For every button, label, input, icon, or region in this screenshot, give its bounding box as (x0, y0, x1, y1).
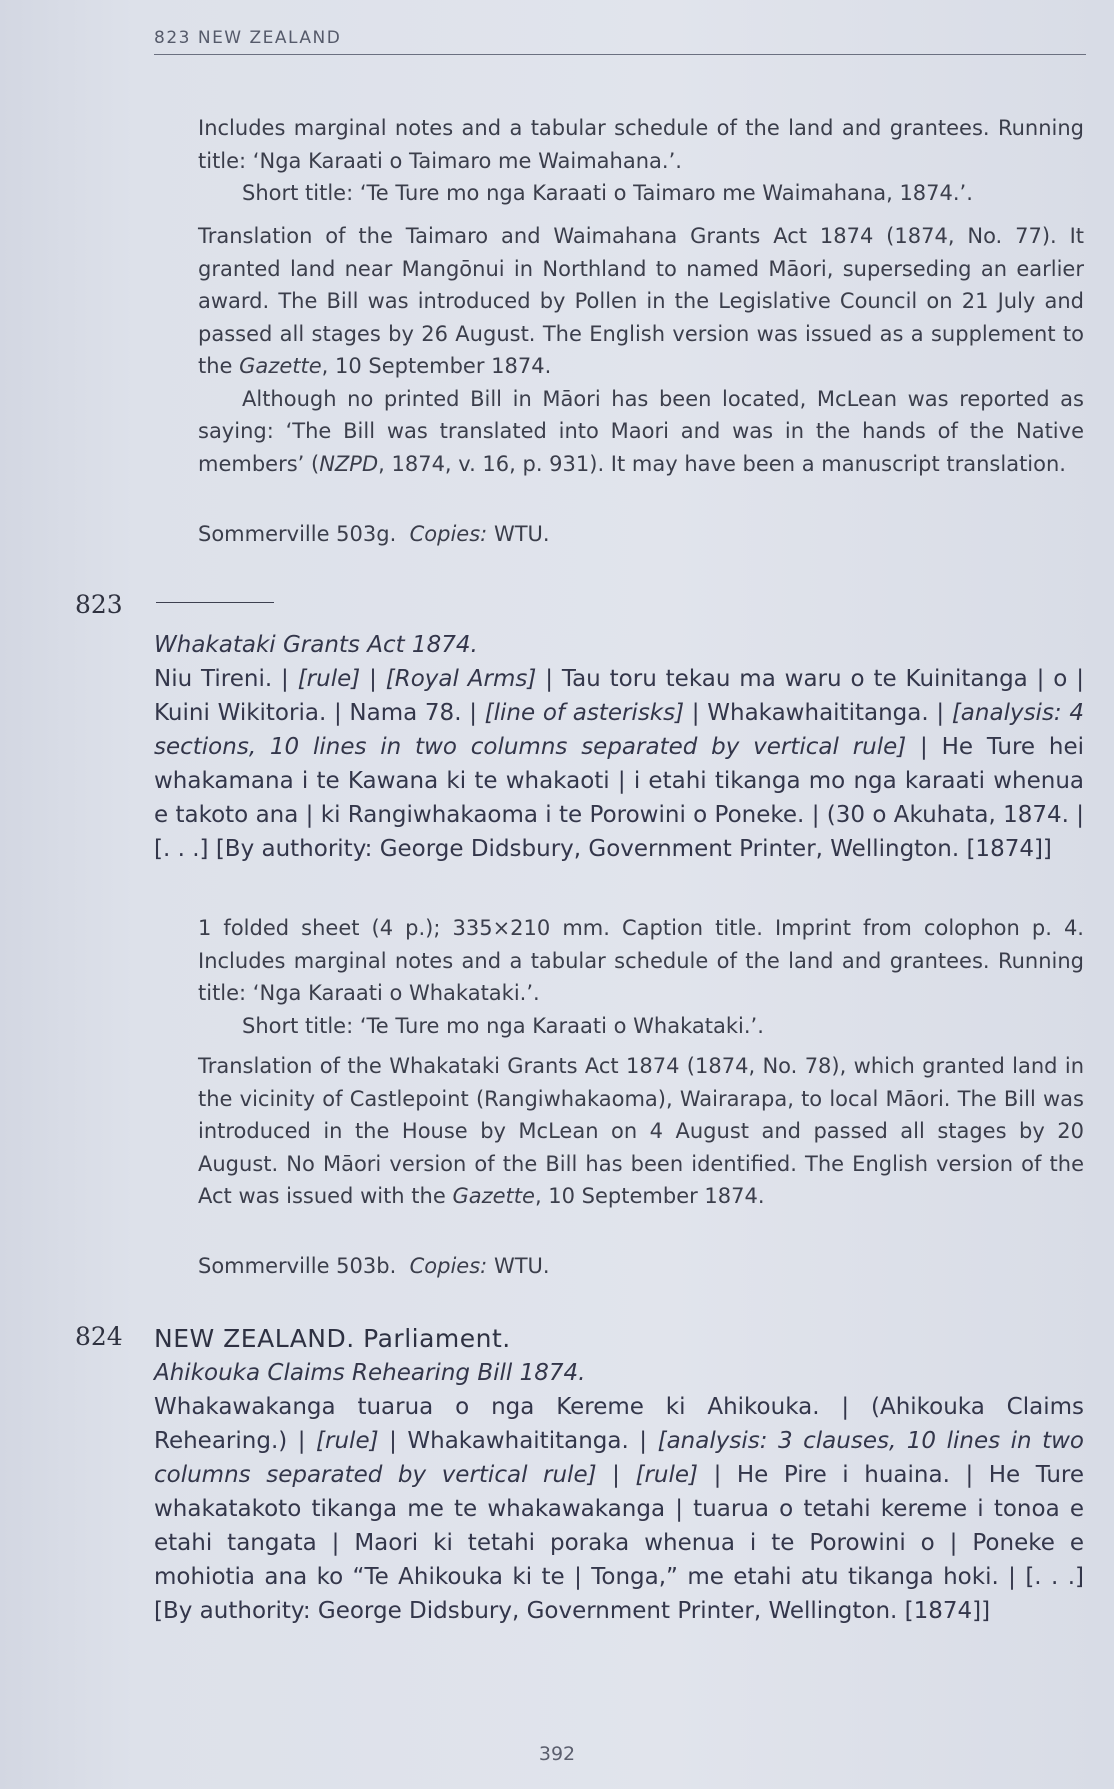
entry-824-title: Ahikouka Claims Rehearing Bill 1874. (154, 1360, 586, 1386)
entry-823-editorial-note: [line of asterisks] (484, 700, 685, 726)
author-dash (156, 602, 274, 603)
entry-823-text-segment: | (360, 666, 386, 692)
prev-para-1: Translation of the Taimaro and Waimahana Grants Act 1874 (1874, No. 77). It granted land near Mangōnui in Northland to named Māori, superseding an earlier award. The Bill was introduced by Pollen in the Legislative Council on 21 July and passed all stages by 26 August. The English version was issued as a supplement to the Gazette, 10 September 1874. (198, 224, 1084, 378)
entry-824-heading: NEW ZEALAND. Parliament. (154, 1324, 511, 1353)
prev-note-2: Short title: ‘Te Ture mo nga Karaati o Taimaro me Waimahana, 1874.’. (242, 181, 973, 205)
prev-reference: Sommerville 503g. Copies: WTU. (198, 522, 550, 546)
entry-824-text-segment: | (596, 1462, 636, 1488)
prev-entry-reference (198, 518, 1084, 551)
prev-entry-notes (198, 112, 1084, 210)
entry-824-text-segment: Whakawakanga tuarua o nga Kereme ki Ahikouka. | (Ahikouka Claims Rehearing.) | (154, 1394, 1084, 1454)
entry-823-text-segment: Niu Tireni. | (154, 666, 298, 692)
entry-823-commentary (198, 1050, 1084, 1213)
entry-823-editorial-note: [analysis: 4 sections, 10 lines in two columns separated by vertical rule] (154, 700, 1085, 760)
entry-824-editorial-note: [rule] (635, 1462, 698, 1488)
entry-number-824: 824 (75, 1322, 123, 1351)
entry-823-editorial-note: [Royal Arms] (385, 666, 537, 692)
entry-823-text-segment: | Tau toru tekau ma waru o te Kuinitanga | o | Kuini Wikitoria. | Nama 78. | (154, 666, 1085, 726)
entry-823-title: Whakataki Grants Act 1874. (154, 632, 478, 658)
entry-824-description (154, 1322, 1084, 1628)
entry-823-dash (154, 592, 1084, 611)
entry-824-editorial-note: [analysis: 3 clauses, 10 lines in two columns separated by vertical rule] (154, 1428, 1085, 1488)
entry-823-text-segment: | Whakawhaititanga. | (684, 700, 952, 726)
prev-para-2: Although no printed Bill in Māori has been located, McLean was reported as saying: ‘The Bill was translated into Maori and was in the hands of the Native members’ (NZPD, 1874, v. 16, p. 931). It may have been a manuscript translation. (198, 386, 1084, 476)
entry-823-notes (198, 912, 1084, 1042)
entry-number-823: 823 (75, 590, 123, 619)
entry-823-ref: Sommerville 503b. Copies: WTU. (198, 1254, 550, 1278)
entry-823-note-1: 1 folded sheet (4 p.); 335×210 mm. Caption title. Imprint from colophon p. 4. Includes marginal notes and a tabular schedule of the land and grantees. Running title: ‘Nga Karaati o Whakataki.’. (198, 916, 1084, 1005)
entry-823-reference (198, 1250, 1084, 1283)
entry-823-para-1: Translation of the Whakataki Grants Act 1874 (1874, No. 78), which granted land in the vicinity of Castlepoint (Rangiwhakaoma), Wairarapa, to local Māori. The Bill was introduced in the House by McLean on 4 August and passed all stages by 20 August. No Māori version of the Bill has been identified. The English version of the Act was issued with the Gazette, 10 September 1874. (198, 1054, 1084, 1208)
entry-823-description (154, 628, 1084, 866)
prev-entry-commentary (198, 220, 1084, 480)
prev-note-1: Includes marginal notes and a tabular schedule of the land and grantees. Running title: ‘Nga Karaati o Taimaro me Waimahana.’. (198, 116, 1084, 173)
page-number: 392 (538, 1743, 576, 1765)
entry-823-note-2: Short title: ‘Te Ture mo nga Karaati o Whakataki.’. (242, 1013, 764, 1038)
running-head: 823 NEW ZEALAND (154, 28, 1086, 55)
entry-824-editorial-note: [rule] (316, 1428, 379, 1454)
entry-823-text-segment: | He Ture hei whakamana i te Kawana ki te whakaoti | i etahi tikanga mo nga karaati whenua e takoto ana | ki Rangiwhakaoma i te Porowini o Poneke. | (30 o Akuhata, 1874. | [. . .] [By authority: George Didsbury, Government Printer, Wellington. [1874]] (154, 734, 1084, 862)
entry-824-transcription (154, 1390, 1084, 1628)
entry-823-transcription (154, 662, 1084, 866)
entry-823-editorial-note: [rule] (297, 666, 361, 692)
entry-824-text-segment: | Whakawhaititanga. | (378, 1428, 658, 1454)
entry-824-text-segment: | He Pire i huaina. | He Ture whakatakoto tikanga me te whakawakanga | tuarua o tetahi kereme i tonoa e etahi tangata | Maori ki tetahi poraka whenua i te Porowini o | Poneke e mohiotia ana ko “Te Ahikouka ki te | Tonga,” me etahi atu tikanga hoki. | [. . .] [By authority: George Didsbury, Government Printer, Wellington. [1874]] (154, 1462, 1085, 1624)
